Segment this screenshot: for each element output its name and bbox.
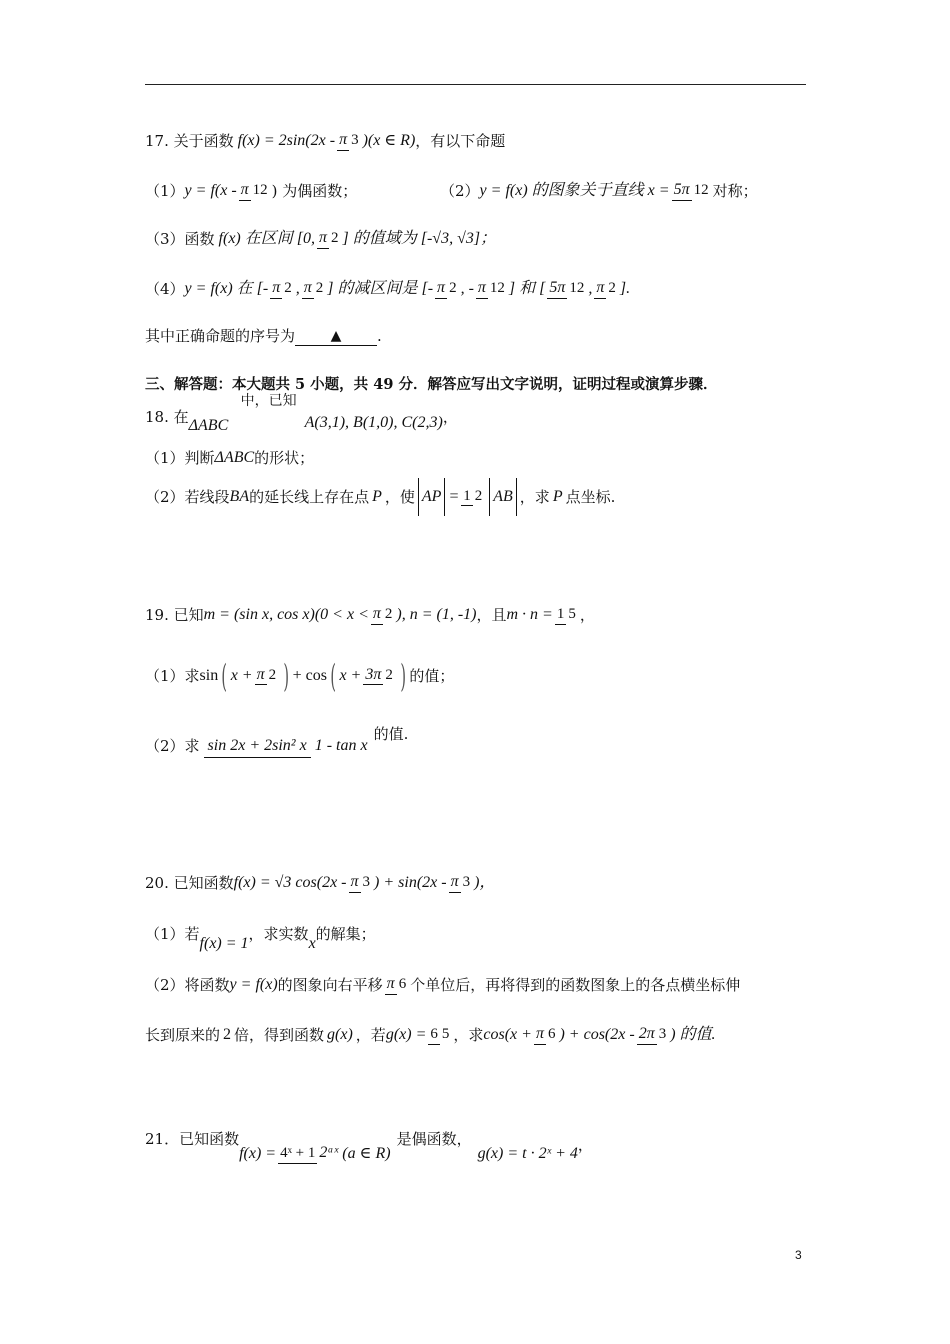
q20-part-2-cont: 长到原来的 2 倍，得到函数 g(x) ，若 g(x) = 6 5 ，求 cos(x + π 6 ) + cos(2x - 2π 3 ) 的值. — [145, 1025, 716, 1044]
abs-bar — [444, 478, 445, 516]
q17-stem: 17. 关于函数 f(x) = 2sin(2x - π 3 )(x ∈ R) ，有以下命题 — [145, 131, 506, 150]
q17-proposition-1: （1） y = f(x - π 12 ) 为偶函数； — [145, 181, 358, 200]
abs-bar — [489, 478, 490, 516]
q17-proposition-2: （2） y = f(x) 的图象关于直线 x = 5π 12 对称； — [440, 181, 758, 200]
q20-stem: 20. 已知函数 f(x) = √3 cos(2x - π 3 ) + sin(2x - π 3 )， — [145, 873, 496, 892]
q17-proposition-4: （4） y = f(x) 在 [- π 2 , π 2 ] 的减区间是 [- π 2 , - π 12 ] 和 [ 5π 12 , π 2 ]. — [145, 279, 631, 298]
q20-part-1: （1）若 f(x) = 1 ，求实数 x 的解集； — [145, 924, 376, 952]
abs-bar — [418, 478, 419, 516]
section-3-heading: 三、解答题：本大题共 5 小题，共 49 分．解答应写出文字说明，证明过程或演算步骤． — [145, 376, 718, 393]
abs-bar — [516, 478, 517, 516]
q18-stem: 18. 在 中，已知 ΔABC A(3,1), B(1,0), C(2,3) ， — [145, 393, 458, 434]
q17-pi-over-3: π 3 — [337, 132, 361, 151]
header-rule — [145, 84, 806, 85]
answer-blank: ▲ — [295, 328, 377, 346]
q19-part-1: （1）求 sin ( x + π 2 ) + cos ( x + 3π 2 ) 的值； — [145, 657, 455, 695]
q19-part-2: （2）求 sin 2x + 2sin² x 1 - tan x 的值. — [145, 734, 408, 758]
q17-answer-line: 其中正确命题的序号为 ▲ . — [145, 327, 382, 346]
q19-stem: 19. 已知 m = (sin x, cos x)(0 < x < π 2 ), n = (1, -1) ，且 m · n = 1 5 ， — [145, 605, 595, 624]
q17-proposition-3: （3）函数 f(x) 在区间 [0, π 2 ] 的值域为 [-√3, √3]； — [145, 229, 497, 248]
q18-part-1: （1）判断 ΔABC 的形状； — [145, 448, 315, 467]
page-number: 3 — [795, 1248, 802, 1262]
q18-part-2: （2）若线段 BA 的延长线上存在点 P ，使 AP = 1 2 AB ，求 P 点坐标. — [145, 478, 615, 516]
q20-part-2: （2）将函数 y = f(x) 的图象向右平移 π 6 个单位后，再将得到的函数图象上的各点横坐标伸 — [145, 975, 741, 994]
q21-stem: 21．已知函数 f(x) = 4ˣ + 1 2ᵃˣ (a ∈ R) 是偶函数， g(x) = t · 2ˣ + 4 ， — [145, 1130, 593, 1162]
